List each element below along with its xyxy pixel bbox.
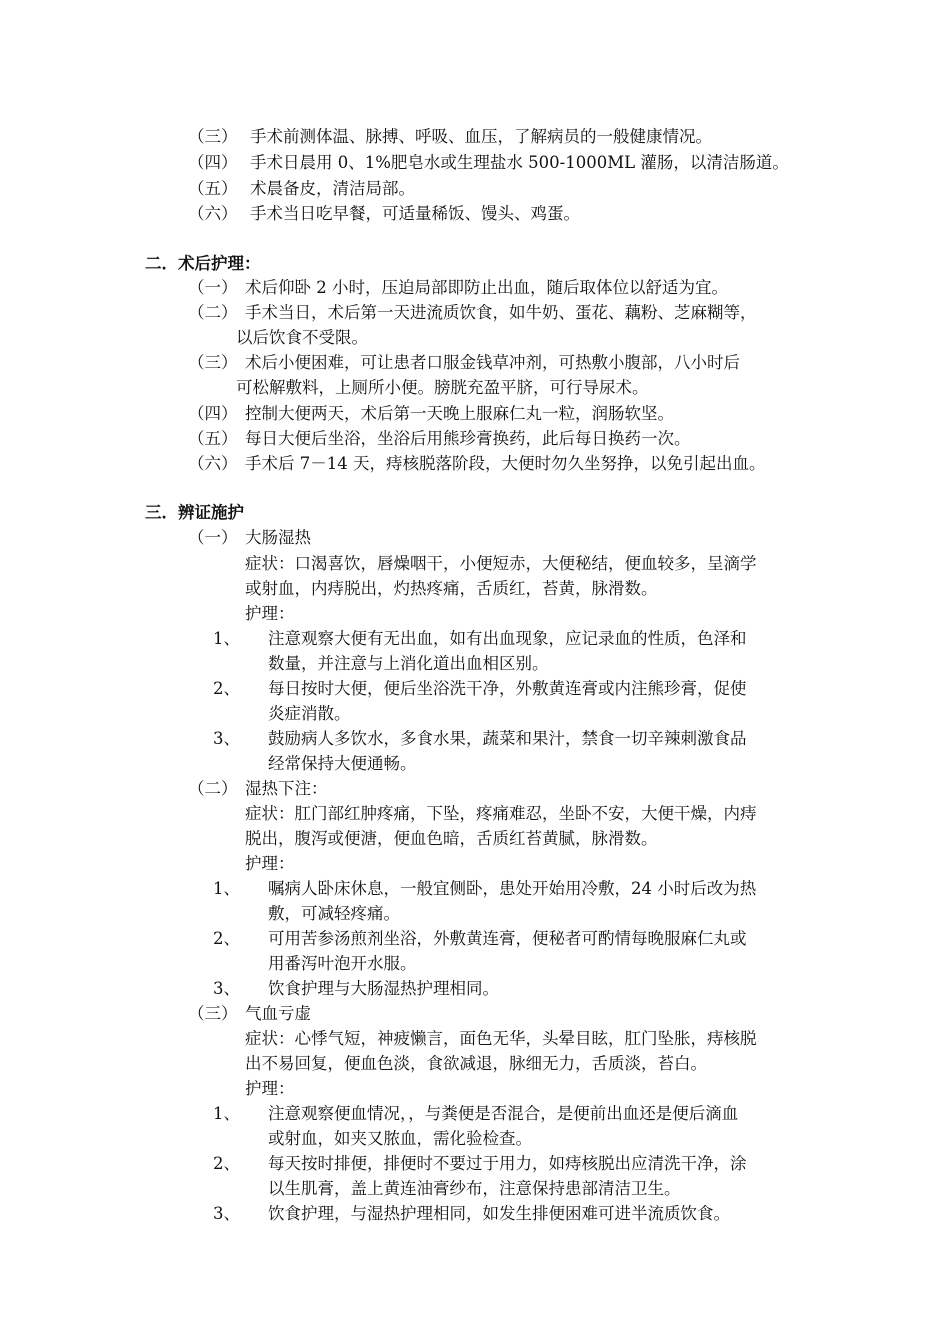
post-op-marker: （二） xyxy=(188,303,238,322)
care-step-text: 饮食护理，与湿热护理相同，如发生排便困难可进半流质饮食。 xyxy=(268,1204,730,1223)
care-step-number: 1、 xyxy=(213,1104,240,1123)
section-heading-post-op: 二．术后护理： xyxy=(145,254,261,273)
syndrome-type-marker: （三） xyxy=(188,1004,238,1023)
symptom-line: 脱出，腹泻或便溏，便血色暗，舌质红苔黄腻，脉滑数。 xyxy=(245,829,658,848)
post-op-item: 控制大便两天，术后第一天晚上服麻仁丸一粒，润肠软坚。 xyxy=(245,404,674,423)
symptom-line: 症状：心悸气短，神疲懒言，面色无华，头晕目眩，肛门坠胀，痔核脱 xyxy=(245,1029,757,1048)
pre-op-marker: （三） xyxy=(188,127,238,146)
care-step-text: 注意观察大便有无出血，如有出血现象，应记录血的性质，色泽和 xyxy=(268,629,747,648)
post-op-item: 手术后 7－14 天，痔核脱落阶段，大便时勿久坐努挣，以免引起出血。 xyxy=(245,454,766,473)
post-op-marker: （三） xyxy=(188,353,238,372)
care-step-text: 以生肌膏，盖上黄连油膏纱布，注意保持患部清洁卫生。 xyxy=(268,1179,681,1198)
care-step-number: 2、 xyxy=(213,1154,240,1173)
care-step-text: 可用苦参汤煎剂坐浴，外敷黄连膏，便秘者可酌情每晚服麻仁丸或 xyxy=(268,929,747,948)
symptom-line: 症状：口渴喜饮，唇燥咽干，小便短赤，大便秘结，便血较多，呈滴学 xyxy=(245,554,757,573)
care-step-text: 数量，并注意与上消化道出血相区别。 xyxy=(268,654,549,673)
care-step-number: 1、 xyxy=(213,879,240,898)
post-op-item-cont: 以后饮食不受限。 xyxy=(236,328,368,347)
pre-op-item: 手术前测体温、脉搏、呼吸、血压，了解病员的一般健康情况。 xyxy=(250,127,712,146)
care-step-text: 饮食护理与大肠湿热护理相同。 xyxy=(268,979,499,998)
post-op-item: 术后仰卧 2 小时，压迫局部即防止出血，随后取体位以舒适为宜。 xyxy=(245,278,728,297)
care-label: 护理： xyxy=(245,604,295,623)
pre-op-marker: （五） xyxy=(188,179,238,198)
symptom-line: 症状：肛门部红肿疼痛，下坠，疼痛难忍，坐卧不安，大便干燥，内痔 xyxy=(245,804,757,823)
post-op-item: 每日大便后坐浴，坐浴后用熊珍膏换药，此后每日换药一次。 xyxy=(245,429,691,448)
post-op-item: 手术当日，术后第一天进流质饮食，如牛奶、蛋花、藕粉、芝麻糊等， xyxy=(245,303,757,322)
post-op-marker: （一） xyxy=(188,278,238,297)
symptom-line: 出不易回复，便血色淡，食欲减退，脉细无力，舌质淡，苔白。 xyxy=(245,1054,707,1073)
care-step-text: 每日按时大便，便后坐浴洗干净，外敷黄连膏或内注熊珍膏，促使 xyxy=(268,679,747,698)
care-step-number: 3、 xyxy=(213,729,240,748)
section-heading-syndrome: 三．辨证施护 xyxy=(145,503,244,522)
care-label: 护理： xyxy=(245,854,295,873)
pre-op-item: 手术当日吃早餐，可适量稀饭、馒头、鸡蛋。 xyxy=(250,204,580,223)
pre-op-marker: （四） xyxy=(188,153,238,172)
care-step-text: 注意观察便血情况，，与粪便是否混合，是便前出血还是便后滴血 xyxy=(268,1104,739,1123)
care-step-number: 1、 xyxy=(213,629,240,648)
syndrome-type-title: 湿热下注： xyxy=(245,779,328,798)
care-step-number: 3、 xyxy=(213,1204,240,1223)
care-label: 护理： xyxy=(245,1079,295,1098)
post-op-item: 术后小便困难，可让患者口服金钱草冲剂，可热敷小腹部，八小时后 xyxy=(245,353,740,372)
syndrome-type-title: 大肠湿热 xyxy=(245,528,311,547)
post-op-item-cont: 可松解敷料，上厕所小便。膀胱充盈平脐，可行导尿术。 xyxy=(236,378,649,397)
pre-op-item: 手术日晨用 0、1%肥皂水或生理盐水 500-1000ML 灌肠，以清洁肠道。 xyxy=(250,153,789,172)
care-step-number: 2、 xyxy=(213,929,240,948)
care-step-text: 经常保持大便通畅。 xyxy=(268,754,417,773)
syndrome-type-title: 气血亏虚 xyxy=(245,1004,311,1023)
post-op-marker: （五） xyxy=(188,429,238,448)
care-step-text: 嘱病人卧床休息，一般宜侧卧，患处开始用冷敷，24 小时后改为热 xyxy=(268,879,757,898)
care-step-text: 炎症消散。 xyxy=(268,704,351,723)
pre-op-marker: （六） xyxy=(188,204,238,223)
care-step-number: 3、 xyxy=(213,979,240,998)
post-op-marker: （六） xyxy=(188,454,238,473)
syndrome-type-marker: （二） xyxy=(188,779,238,798)
care-step-text: 鼓励病人多饮水，多食水果，蔬菜和果汁，禁食一切辛辣刺激食品 xyxy=(268,729,747,748)
care-step-text: 敷，可减轻疼痛。 xyxy=(268,904,400,923)
care-step-text: 用番泻叶泡开水服。 xyxy=(268,954,417,973)
care-step-text: 每天按时排便，排便时不要过于用力，如痔核脱出应清洗干净，涂 xyxy=(268,1154,747,1173)
pre-op-item: 术晨备皮，清洁局部。 xyxy=(250,179,415,198)
post-op-marker: （四） xyxy=(188,404,238,423)
care-step-text: 或射血，如夹又脓血，需化验检查。 xyxy=(268,1129,532,1148)
care-step-number: 2、 xyxy=(213,679,240,698)
symptom-line: 或射血，内痔脱出，灼热疼痛，舌质红，苔黄，脉滑数。 xyxy=(245,579,658,598)
syndrome-type-marker: （一） xyxy=(188,528,238,547)
